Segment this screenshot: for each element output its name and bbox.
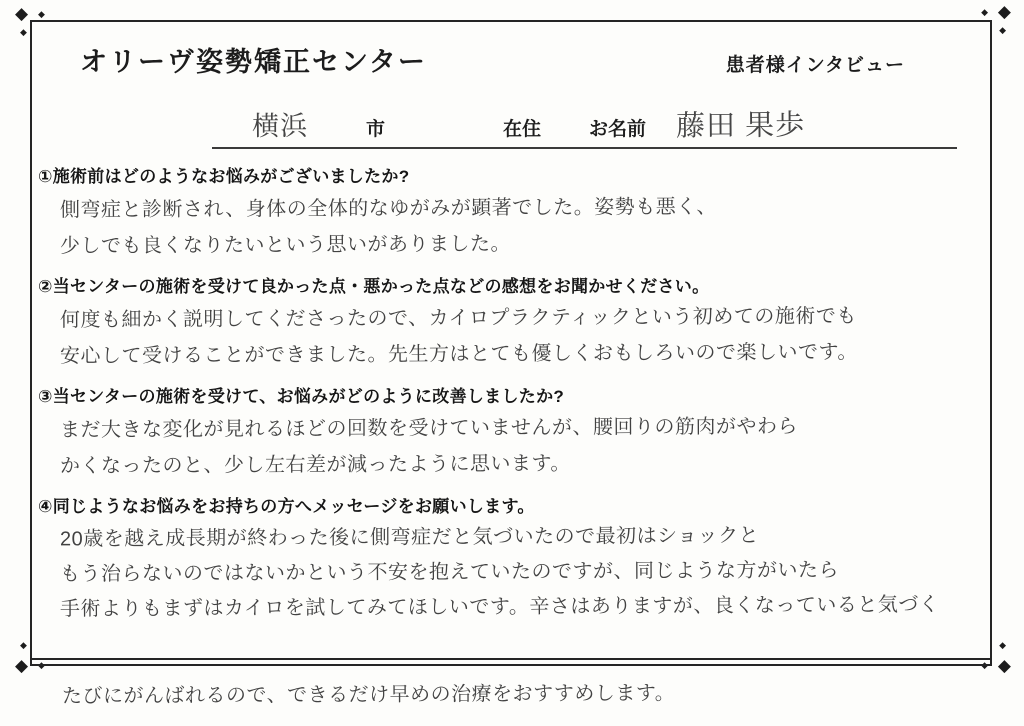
question-label: ①施術前はどのようなお悩みがございましたか? xyxy=(38,167,410,186)
question-block-3 xyxy=(38,382,984,479)
handwritten-answer-line: かくなったのと、少し左右差が減ったように思います。 xyxy=(59,452,571,478)
patient-name-handwritten-value: 藤田 果歩 xyxy=(675,109,806,143)
handwritten-answer-line: 安心して受けることができました。先生方はとても優しくおもしろいので楽しいです。 xyxy=(59,341,858,368)
diamond-icon: ◆ xyxy=(999,25,1006,35)
clinic-title: オリーヴ姿勢矯正センター xyxy=(80,47,427,77)
question-block-1 xyxy=(38,162,984,259)
diamond-icon: ◆ xyxy=(20,27,27,37)
diamond-icon: ◆ xyxy=(38,660,45,670)
question-label: ③当センターの施術を受けて、お悩みがどのように改善しましたか? xyxy=(38,387,565,406)
question-block-2 xyxy=(38,272,984,369)
handwritten-answer-line: 少しでも良くなりたいという思いがありました。 xyxy=(59,233,512,258)
handwritten-answer-line-overflow: たびにがんばれるので、できるだけ早めの治療をおすすめします。 xyxy=(61,682,676,708)
diamond-icon: ◆ xyxy=(20,640,27,650)
name-label: お名前 xyxy=(589,119,647,140)
city-suffix-label: 市 xyxy=(366,119,386,140)
handwritten-answer-line: 側弯症と診断され、身体の全体的なゆがみが顕著でした。姿勢も悪く、 xyxy=(59,195,717,222)
patient-info-line xyxy=(212,103,957,149)
handwritten-answer-line: まだ大きな変化が見れるほどの回数を受けていませんが、腰回りの筋肉がやわら xyxy=(59,415,799,442)
residence-label: 在住 xyxy=(503,119,542,140)
question-label: ④同じようなお悩みをお持ちの方へメッセージをお願いします。 xyxy=(38,497,535,516)
diamond-icon: ◆ xyxy=(15,656,29,675)
city-handwritten-value: 横浜 xyxy=(251,110,309,142)
frame-bottom-rule xyxy=(30,658,992,661)
handwritten-answer-line: 何度も細かく説明してくださったので、カイロプラクティックという初めての施術でも xyxy=(59,305,857,332)
form-frame xyxy=(30,20,992,666)
handwritten-answer-line: 手術よりもまずはカイロを試してみてほしいです。辛さはありますが、良くなっていると気づく xyxy=(59,593,940,621)
diamond-icon: ◆ xyxy=(38,9,45,19)
diamond-icon: ◆ xyxy=(997,2,1011,21)
diamond-icon: ◆ xyxy=(981,660,988,670)
diamond-icon: ◆ xyxy=(997,656,1011,675)
question-label: ②当センターの施術を受けて良かった点・悪かった点などの感想をお聞かせください。 xyxy=(38,277,710,296)
diamond-icon: ◆ xyxy=(981,7,988,17)
form-subtitle: 患者様インタビュー xyxy=(725,55,905,76)
diamond-icon: ◆ xyxy=(15,4,29,23)
question-block-4 xyxy=(38,492,984,622)
diamond-icon: ◆ xyxy=(999,640,1006,650)
handwritten-answer-line: 20歳を越え成長期が終わった後に側弯症だと気づいたので最初はショックと xyxy=(59,524,760,551)
form-header xyxy=(32,22,990,79)
handwritten-answer-line: もう治らないのではないかという不安を抱えていたのですが、同じような方がいたら xyxy=(59,559,840,586)
